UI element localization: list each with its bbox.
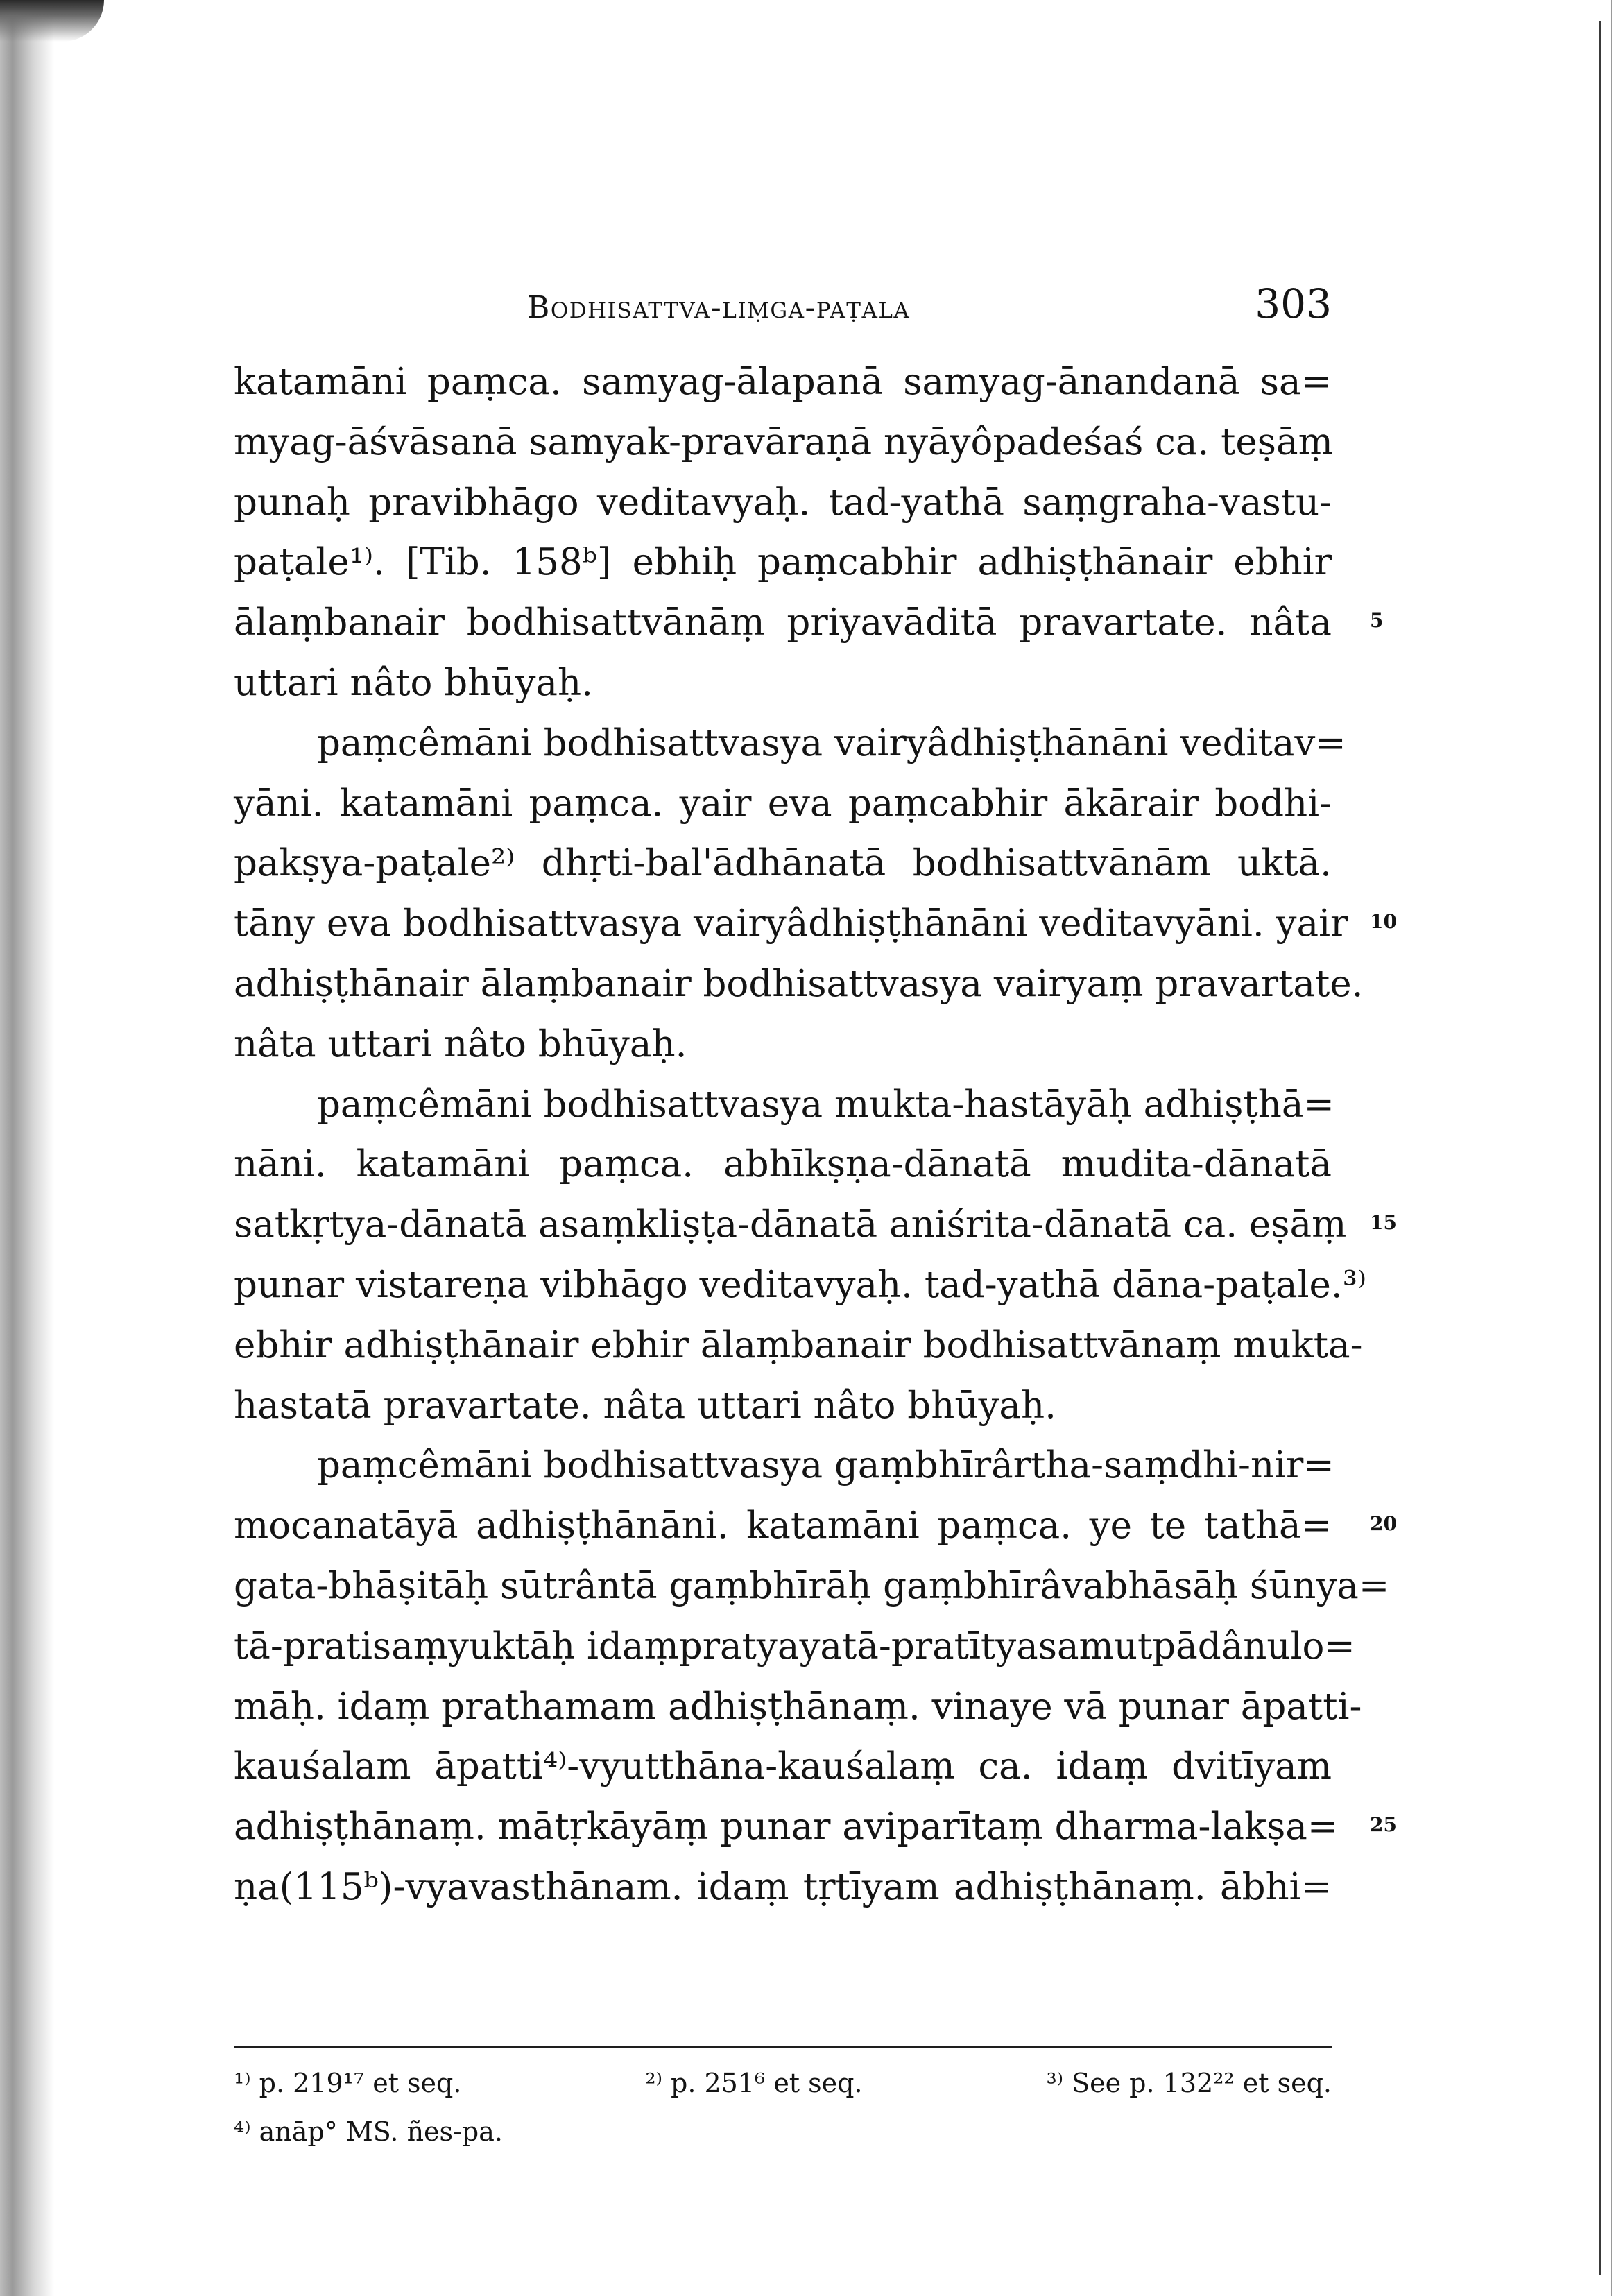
text-line: ālaṃbanair bodhisattvānāṃ priyavāditā pravartate. nâta <box>234 601 1332 644</box>
text-line: gata-bhāṣitāḥ sūtrântā gaṃbhīrāḥ gaṃbhīrâvabhāsāḥ śūnya= <box>234 1564 1390 1607</box>
text-line: kauśalam āpatti⁴⁾-vyutthāna-kauśalaṃ ca. idaṃ dvitīyam <box>234 1745 1332 1788</box>
page-header <box>527 280 1332 336</box>
text-line: mocanatāyā adhiṣṭhānāni. katamāni paṃca. ye te tathā= <box>234 1505 1332 1548</box>
text-line: paṃcêmāni bodhisattvasya vairyâdhiṣṭhānāni veditav= <box>317 721 1346 764</box>
text-line: ebhir adhiṣṭhānair ebhir ālaṃbanair bodhisattvānaṃ mukta- <box>234 1323 1363 1367</box>
text-line: punar vistareṇa vibhāgo veditavyaḥ. tad-yathā dāna-paṭale.³⁾ <box>234 1263 1367 1306</box>
text-line: adhiṣṭhānaṃ. mātṛkāyāṃ punar aviparītaṃ dharma-lakṣa= <box>234 1806 1339 1849</box>
text-line: pakṣya-paṭale²⁾ dhṛti-bal'ādhānatā bodhisattvānām uktā. <box>234 842 1332 885</box>
line-number: 20 <box>1370 1512 1397 1535</box>
text-line: tāny eva bodhisattvasya vairyâdhiṣṭhānāni veditavyāni. yair <box>234 902 1348 945</box>
running-title: Bodhisattva-liṃga-paṭala <box>527 290 911 325</box>
footnote-row <box>234 2059 1332 2107</box>
footnote: ¹⁾ p. 219¹⁷ et seq. <box>234 2068 462 2098</box>
text-line: punaḥ pravibhāgo veditavyaḥ. tad-yathā saṃgraha-vastu- <box>234 481 1332 524</box>
binding-shadow <box>0 0 54 2296</box>
text-line: paṃcêmāni bodhisattvasya gaṃbhīrârtha-saṃdhi-nir= <box>317 1444 1334 1487</box>
line-number: 5 <box>1370 609 1384 632</box>
page-number: 303 <box>1255 280 1332 327</box>
text-line: hastatā pravartate. nâta uttari nâto bhūyaḥ. <box>234 1384 1057 1427</box>
text-line: adhiṣṭhānair ālaṃbanair bodhisattvasya vairyaṃ pravartate. <box>234 962 1364 1005</box>
text-line: ṇa(115ᵇ)-vyavasthānam. idaṃ tṛtīyam adhiṣṭhānaṃ. ābhi= <box>234 1865 1332 1908</box>
text-line: uttari nâto bhūyaḥ. <box>234 661 593 704</box>
text-line: satkṛtya-dānatā asaṃkliṣṭa-dānatā aniśrita-dānatā ca. eṣāṃ <box>234 1203 1347 1246</box>
line-number: 10 <box>1370 910 1397 933</box>
line-number-margin <box>1370 0 1425 2296</box>
text-line: nāni. katamāni paṃca. abhīkṣṇa-dānatā mudita-dānatā <box>234 1143 1332 1186</box>
text-line: yāni. katamāni paṃca. yair eva paṃcabhir ākārair bodhi- <box>234 782 1332 825</box>
text-line: myag-āśvāsanā samyak-pravāraṇā nyāyôpadeśaś ca. teṣāṃ <box>234 420 1333 463</box>
footnotes <box>234 2059 1332 2156</box>
binding-corner <box>0 0 104 42</box>
footnote-row <box>234 2107 1332 2156</box>
page-edge-line <box>1599 21 1601 2275</box>
text-line: nâta uttari nâto bhūyaḥ. <box>234 1022 687 1065</box>
line-number: 25 <box>1370 1813 1397 1836</box>
text-line: paṭale¹⁾. [Tib. 158ᵇ] ebhiḥ paṃcabhir adhiṣṭhānair ebhir <box>234 541 1332 584</box>
text-line: paṃcêmāni bodhisattvasya mukta-hastāyāḥ adhiṣṭhā= <box>317 1083 1334 1126</box>
footnote: ³⁾ See p. 132²² et seq. <box>1046 2068 1332 2098</box>
footnote-rule <box>234 2046 1332 2048</box>
page-edge-line <box>1611 0 1612 2296</box>
footnote: ⁴⁾ anāp° MS. ñes-pa. <box>234 2116 503 2147</box>
footnote: ²⁾ p. 251⁶ et seq. <box>645 2068 863 2098</box>
text-line: tā-pratisaṃyuktāḥ idaṃpratyayatā-pratītyasamutpādânulo= <box>234 1625 1355 1668</box>
text-line: katamāni paṃca. samyag-ālapanā samyag-ānandanā sa= <box>234 361 1332 403</box>
text-line: māḥ. idaṃ prathamam adhiṣṭhānaṃ. vinaye vā punar āpatti- <box>234 1685 1362 1728</box>
line-number: 15 <box>1370 1211 1397 1234</box>
